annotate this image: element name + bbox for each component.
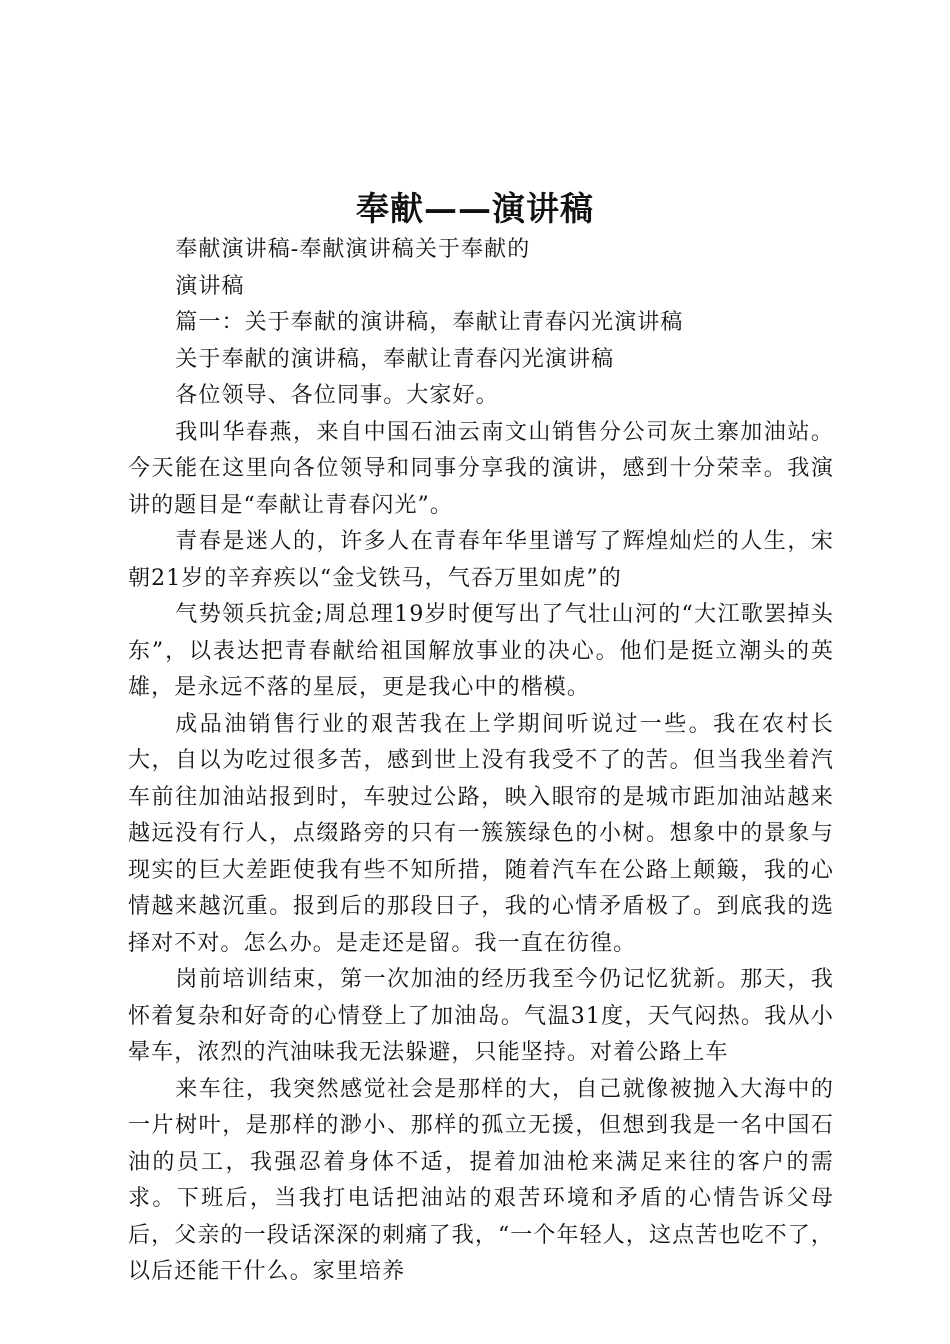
paragraph: 奉献演讲稿-奉献演讲稿关于奉献的 [175, 237, 531, 262]
paragraph: 关于奉献的演讲稿，奉献让青春闪光演讲稿 [175, 346, 615, 372]
paragraph: 演讲稿 [175, 273, 245, 299]
paragraph: 来车往，我突然感觉社会是那样的大，自己就像被抛入大海中的一片树叶，是那样的渺小、那样的孤立无援，但想到我是一名中国石油的员工，我强忍着身体不适，提着加油枪来满足来往的客户的需求。下班后，当我打电话把油站的艰苦环境和矛盾的心情告诉父母后，父亲的一段话深深的刺痛了我，“一个年轻人，这点苦也吃不了，以后还能干什么。家里培养 [128, 1076, 834, 1284]
document-title: 奉献——演讲稿 [356, 189, 594, 228]
paragraph: 各位领导、各位同事。大家好。 [175, 383, 499, 408]
paragraph: 气势领兵抗金;周总理19岁时便写出了气壮山河的“大江歌罢掉头东”，以表达把青春献给祖国解放事业的决心。他们是挺立潮头的英雄，是永远不落的星辰，更是我心中的楷模。 [128, 602, 834, 700]
paragraph: 我叫华春燕，来自中国石油云南文山销售分公司灰土寨加油站。今天能在这里向各位领导和同事分享我的演讲，感到十分荣幸。我演讲的题目是“奉献让青春闪光”。 [128, 419, 834, 518]
paragraph: 篇一：关于奉献的演讲稿，奉献让青春闪光演讲稿 [175, 310, 684, 335]
paragraph: 成品油销售行业的艰苦我在上学期间听说过一些。我在农村长大，自以为吃过很多苦，感到世上没有我受不了的苦。但当我坐着汽车前往加油站报到时，车驶过公路，映入眼帘的是城市距加油站越来越远没有行人，点缀路旁的只有一簇簇绿色的小树。想象中的景象与现实的巨大差距使我有些不知所措，随着汽车在公路上颠簸，我的心情越来越沉重。报到后的那段日子，我的心情矛盾极了。到底我的选择对不对。怎么办。是走还是留。我一直在彷徨。 [128, 711, 834, 956]
paragraph: 岗前培训结束，第一次加油的经历我至今仍记忆犹新。那天，我怀着复杂和好奇的心情登上了加油岛。气温31度，天气闷热。我从小晕车，浓烈的汽油味我无法躲避，只能坚持。对着公路上车 [128, 967, 834, 1065]
paragraph: 青春是迷人的，许多人在青春年华里谱写了辉煌灿烂的人生，宋朝21岁的辛弃疾以“金戈铁马，气吞万里如虎”的 [128, 529, 834, 591]
document-body [128, 232, 834, 1291]
